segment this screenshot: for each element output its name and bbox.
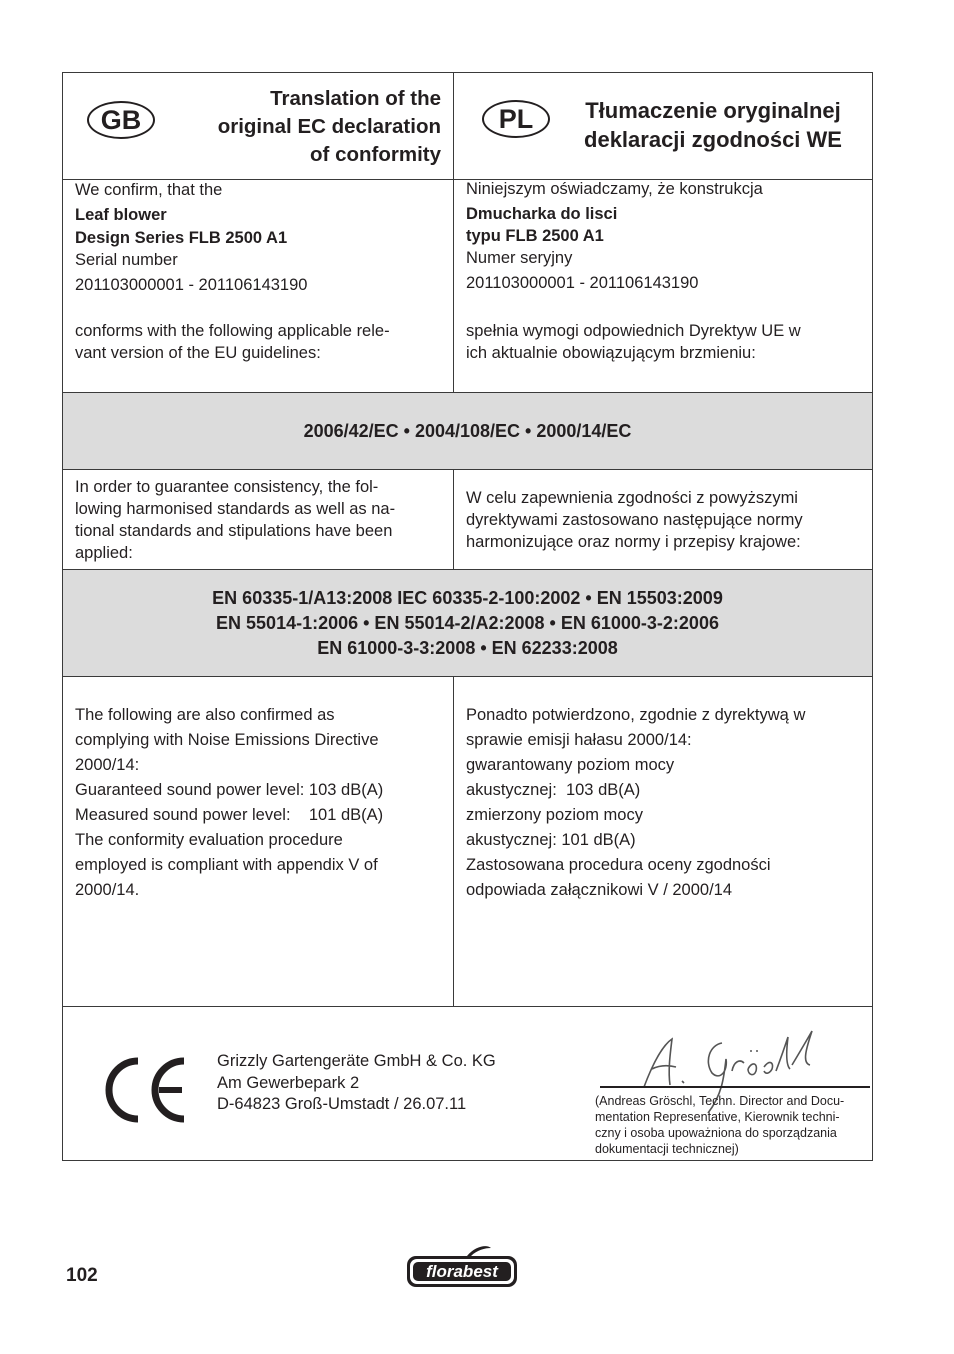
pl-noise-text: Ponadto potwierdzono, zgodnie z dyrektywą w sprawie emisji hałasu 2000/14: gwarantowany poziom mocy akustycznej: 103 dB(A) zmierzony poziom mocy akustycznej: 101 dB(A) Zastosowana procedura oceny zgodności odpowiada załącznikowi V / 2000/14 <box>466 706 806 899</box>
company-name: Grizzly Gartengeräte GmbH & Co. KG <box>217 1052 496 1070</box>
gb-serial-label: Serial number <box>75 251 178 269</box>
gb-noise-text: The following are also confirmed as complying with Noise Emissions Directive 2000/14: Guaranteed sound power level: 103 dB(A) Measured sound power level: 101 dB(A) The conformity evaluation procedure employed is compliant with appendix V of 2000/14. <box>75 706 384 899</box>
signatory-caption: (Andreas Gröschl, Techn. Director and Docu- mentation Representative, Kierownik techni- czny i osoba upoważniona do sporządzania dokumentacji technicznej) <box>595 1094 845 1156</box>
divider <box>62 569 873 570</box>
gb-product-name: Leaf blower <box>75 206 167 224</box>
pl-product-model: typu FLB 2500 A1 <box>466 227 604 245</box>
pl-language-badge: PL <box>482 100 550 138</box>
standards-list <box>63 586 872 661</box>
pl-conforms-text: spełnia wymogi odpowiednich Dyrektyw UE w ich aktualnie obowiązującym brzmieniu: <box>466 322 801 362</box>
column-divider <box>453 469 454 569</box>
gb-intro: We confirm, that the <box>75 181 223 199</box>
divider <box>62 469 873 470</box>
company-address: Grizzly Gartengeräte GmbH & Co. KG Am Gewerbepark 2 D-64823 Groß-Umstadt / 26.07.11 <box>217 1052 496 1113</box>
pl-intro: Niniejszym oświadczamy, że konstrukcja <box>466 180 763 198</box>
gb-title: Translation of the original EC declaration of conformity <box>217 87 441 166</box>
column-divider <box>453 72 454 392</box>
gb-serial-range: 201103000001 - 201106143190 <box>75 276 308 294</box>
pl-product-name: Dmucharka do lisci <box>466 205 618 223</box>
divider <box>62 392 873 393</box>
divider <box>62 1006 873 1007</box>
florabest-logo <box>405 1244 519 1290</box>
gb-product-model: Design Series FLB 2500 A1 <box>75 229 288 247</box>
gb-harmonised-text: In order to guarantee consistency, the fol- lowing harmonised standards as well as na- tional standards and stipulations have been applied: <box>75 478 396 562</box>
standard-line: EN 55014-1:2006 • EN 55014-2/A2:2008 • EN 61000-3-2:2006 <box>216 613 719 633</box>
directives-list: 2006/42/EC • 2004/108/EC • 2000/14/EC <box>303 421 632 441</box>
standard-line: EN 61000-3-3:2008 • EN 62233:2008 <box>317 638 618 658</box>
ce-mark-icon <box>100 1055 190 1125</box>
pl-title: Tłumaczenie oryginalnej deklaracji zgodności WE <box>584 98 842 152</box>
pl-serial-range: 201103000001 - 201106143190 <box>466 274 699 292</box>
signature-line <box>600 1086 870 1088</box>
pl-serial-label: Numer seryjny <box>466 249 573 267</box>
standard-line: EN 60335-1/A13:2008 IEC 60335-2-100:2002 • EN 15503:2009 <box>212 588 723 608</box>
svg-text:florabest: florabest <box>426 1262 498 1281</box>
gb-conforms-text: conforms with the following applicable rele- vant version of the EU guidelines: <box>75 322 390 362</box>
gb-language-badge: GB <box>87 101 155 139</box>
page-number: 102 <box>66 1265 98 1286</box>
pl-harmonised-text: W celu zapewnienia zgodności z powyższymi dyrektywami zastosowano następujące normy harmonizujące oraz normy i przepisy krajowe: <box>466 489 803 551</box>
column-divider <box>453 676 454 1006</box>
divider <box>62 676 873 677</box>
